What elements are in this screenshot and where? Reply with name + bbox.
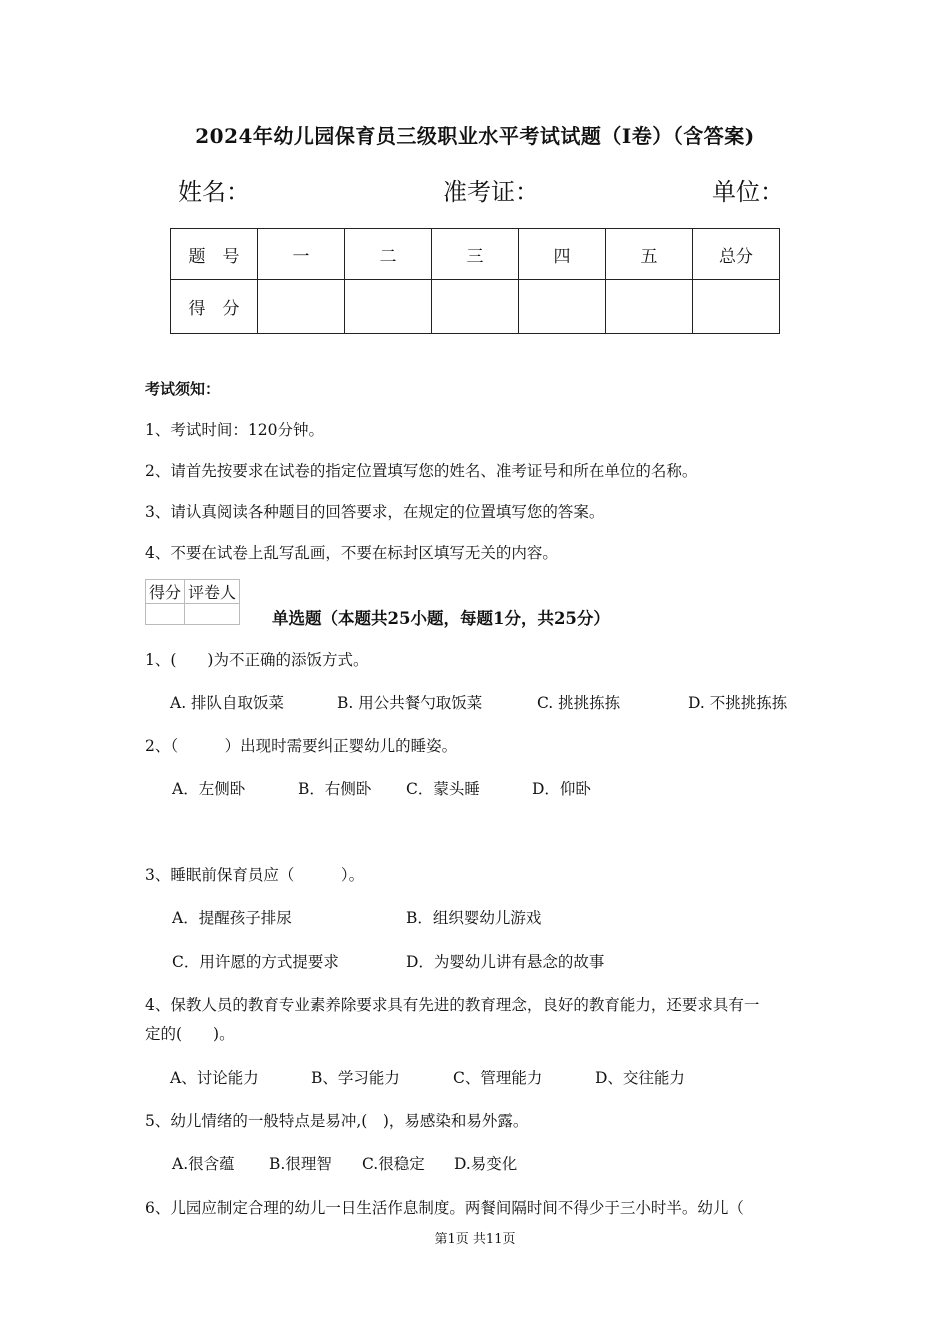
- option-c: C.很稳定: [362, 1155, 425, 1173]
- notice-item: 2、请首先按要求在试卷的指定位置填写您的姓名、准考证号和所在单位的名称。: [145, 462, 698, 480]
- question-stem: 2、（ ）出现时需要纠正婴幼儿的睡姿。: [145, 737, 458, 755]
- score-cell[interactable]: [606, 280, 693, 334]
- score-table-header-row: [171, 229, 780, 280]
- option-b: B.很理智: [269, 1155, 332, 1173]
- option-a: A．提醒孩子排尿: [172, 909, 292, 927]
- option-c: C. 挑挑拣拣: [537, 694, 621, 712]
- score-cell[interactable]: [345, 280, 432, 334]
- option-a: A．左侧卧: [172, 780, 246, 798]
- option-d: D、交往能力: [595, 1069, 685, 1087]
- option-b: B. 用公共餐勺取饭菜: [337, 694, 483, 712]
- option-c: C．蒙头睡: [406, 780, 480, 798]
- score-header-cell: 总分: [693, 229, 780, 280]
- question-stem: 6、儿园应制定合理的幼儿一日生活作息制度。两餐间隔时间不得少于三小时半。幼儿（: [145, 1199, 744, 1217]
- option-d: D．仰卧: [532, 780, 591, 798]
- section-title: 单选题（本题共25小题，每题1分，共25分）: [272, 609, 610, 628]
- score-cell[interactable]: [693, 280, 780, 334]
- question-stem: 3、睡眠前保育员应（ ）。: [145, 866, 365, 884]
- score-header-cell: 四: [519, 229, 606, 280]
- score-row-label: 得 分: [171, 280, 258, 334]
- grader-score-label: 得分: [146, 580, 185, 604]
- notice-item: 3、请认真阅读各种题目的回答要求，在规定的位置填写您的答案。: [145, 503, 605, 521]
- score-header-cell: 五: [606, 229, 693, 280]
- page-title: 2024年幼儿园保育员三级职业水平考试试题（I卷）（含答案): [195, 124, 755, 148]
- score-table-score-row: [171, 280, 780, 334]
- option-b: B、学习能力: [311, 1069, 400, 1087]
- option-d: D. 不挑挑拣拣: [688, 694, 788, 712]
- option-b: B．右侧卧: [298, 780, 372, 798]
- page-footer: 第1页 共11页: [434, 1232, 516, 1247]
- question-stem: 1、( )为不正确的添饭方式。: [145, 651, 369, 669]
- grader-score-cell[interactable]: [146, 604, 185, 625]
- name-field-label: 姓名：: [178, 178, 250, 206]
- score-cell[interactable]: [258, 280, 345, 334]
- question-stem-continued: 定的( )。: [145, 1025, 235, 1043]
- score-header-cell: 一: [258, 229, 345, 280]
- grader-name-label: 评卷人: [185, 580, 240, 604]
- score-header-cell: 三: [432, 229, 519, 280]
- score-cell[interactable]: [519, 280, 606, 334]
- option-d: D．为婴幼儿讲有悬念的故事: [406, 953, 605, 971]
- option-d: D.易变化: [454, 1155, 518, 1173]
- option-a: A. 排队自取饭菜: [170, 694, 285, 712]
- score-header-cell: 二: [345, 229, 432, 280]
- grader-name-cell[interactable]: [185, 604, 240, 625]
- question-stem: 4、保教人员的教育专业素养除要求具有先进的教育理念，良好的教育能力，还要求具有一: [145, 996, 760, 1014]
- option-a: A、讨论能力: [170, 1069, 259, 1087]
- notice-item: 4、不要在试卷上乱写乱画，不要在标封区填写无关的内容。: [145, 544, 558, 562]
- exam-no-field-label: 准考证：: [443, 178, 539, 206]
- option-c: C．用许愿的方式提要求: [172, 953, 339, 971]
- option-b: B．组织婴幼儿游戏: [406, 909, 542, 927]
- notice-title: 考试须知：: [145, 380, 221, 398]
- notice-item: 1、考试时间：120分钟。: [145, 421, 324, 439]
- score-header-cell: 题 号: [171, 229, 258, 280]
- score-cell[interactable]: [432, 280, 519, 334]
- grader-box: [145, 579, 240, 625]
- score-table: [170, 228, 780, 334]
- option-c: C、管理能力: [453, 1069, 543, 1087]
- option-a: A.很含蕴: [172, 1155, 235, 1173]
- question-stem: 5、幼儿情绪的一般特点是易冲,( )，易感染和易外露。: [145, 1112, 529, 1130]
- unit-field-label: 单位：: [712, 178, 784, 206]
